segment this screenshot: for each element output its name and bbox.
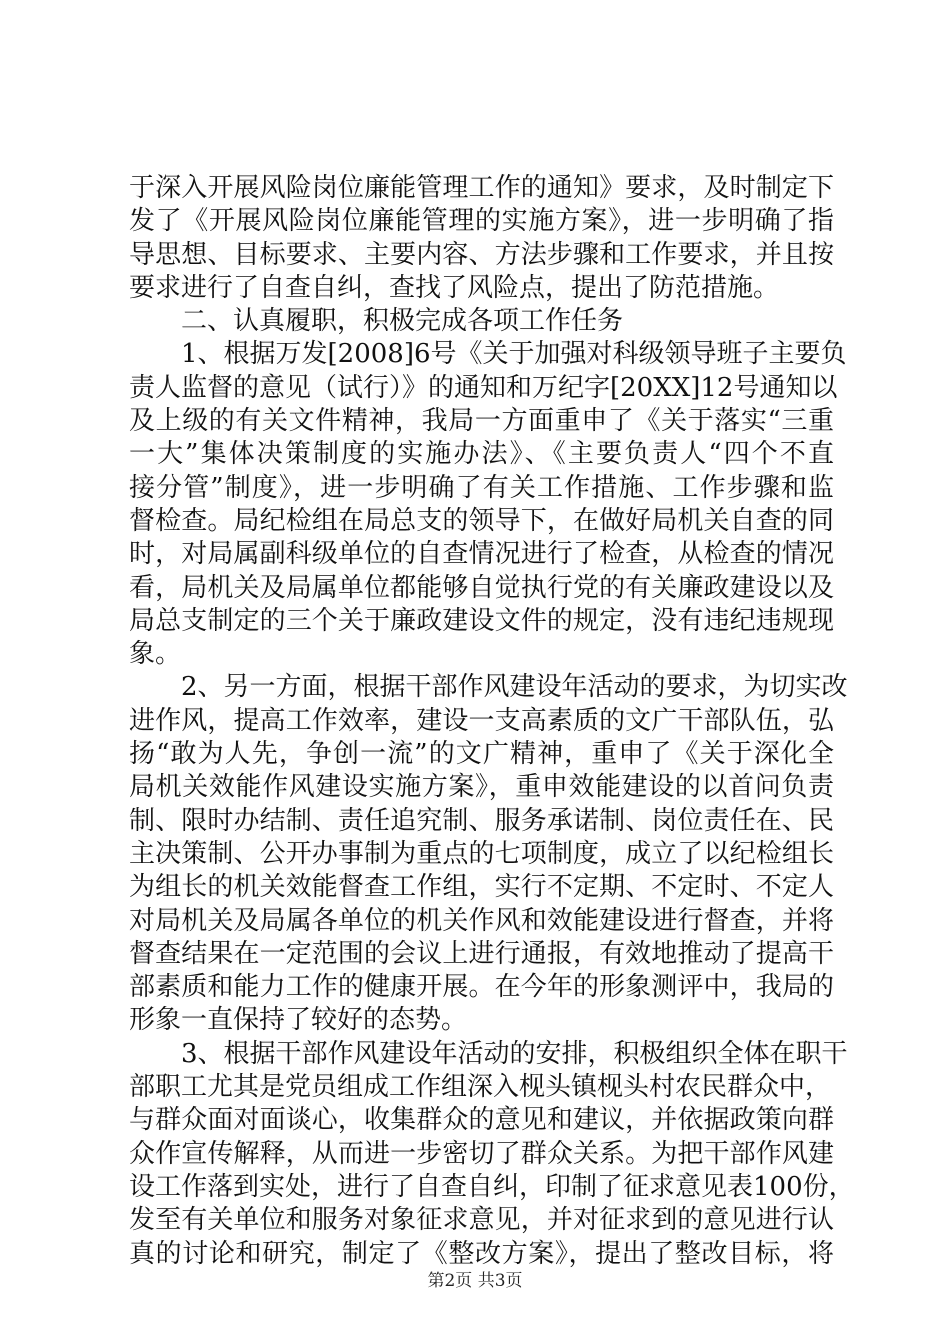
text-line: 众作宣传解释，从而进一步密切了群众关系。为把干部作风建	[129, 1138, 834, 1169]
text-line: 设工作落到实处，进行了自查自纠，印制了征求意见表100份，	[129, 1171, 855, 1202]
text-line: 一大”集体决策制度的实施办法》、《主要负责人“四个不直	[129, 439, 834, 470]
text-line: 制、限时办结制、责任追究制、服务承诺制、岗位责任在、民	[129, 805, 834, 836]
text-line: 督检查。局纪检组在局总支的领导下，在做好局机关自查的同	[129, 505, 834, 536]
text-line: 局总支制定的三个关于廉政建设文件的规定，没有违纪违规现	[129, 605, 834, 636]
page-number-footer: 第2页 共3页	[427, 1271, 523, 1291]
text-line: 形象一直保持了较好的态势。	[129, 1005, 468, 1036]
text-line: 接分管”制度》，进一步明确了有关工作措施、工作步骤和监	[129, 472, 834, 503]
text-line: 导思想、目标要求、主要内容、方法步骤和工作要求，并且按	[129, 239, 834, 270]
text-line: 及上级的有关文件精神，我局一方面重申了《关于落实“三重	[129, 406, 834, 437]
text-line: 象。	[129, 639, 182, 670]
document-body	[129, 172, 855, 1271]
text-line: 看，局机关及局属单位都能够自觉执行党的有关廉政建设以及	[129, 572, 834, 603]
text-line: 部职工尤其是党员组成工作组深入枧头镇枧头村农民群众中，	[129, 1072, 832, 1103]
text-line: 进作风，提高工作效率，建设一支高素质的文广干部队伍，弘	[129, 705, 834, 736]
text-line: 为组长的机关效能督查工作组，实行不定期、不定时、不定人	[129, 872, 834, 903]
text-line: 时，对局属副科级单位的自查情况进行了检查，从检查的情况	[129, 539, 834, 570]
text-line: 责人监督的意见（试行）》的通知和万纪字[20XX]12号通知以	[129, 372, 838, 403]
text-line: 真的讨论和研究，制定了《整改方案》，提出了整改目标，将	[129, 1238, 834, 1269]
text-line: 要求进行了自查自纠，查找了风险点，提出了防范措施。	[129, 272, 780, 303]
text-line: 1、根据万发[2008]6号《关于加强对科级领导班子主要负	[129, 339, 847, 370]
text-line: 于深入开展风险岗位廉能管理工作的通知》要求，及时制定下	[129, 173, 834, 203]
text-line: 3、根据干部作风建设年活动的安排，积极组织全体在职干	[129, 1038, 848, 1069]
section-heading: 二、认真履职，积极完成各项工作任务	[129, 306, 624, 337]
text-line: 扬“敢为人先，争创一流”的文广精神，重申了《关于深化全	[129, 739, 834, 770]
text-line: 督查结果在一定范围的会议上进行通报，有效地推动了提高干	[129, 938, 834, 969]
text-line: 2、另一方面，根据干部作风建设年活动的要求，为切实改	[129, 672, 848, 703]
text-line: 与群众面对面谈心，收集群众的意见和建议，并依据政策向群	[129, 1105, 834, 1136]
text-line: 发了《开展风险岗位廉能管理的实施方案》，进一步明确了指	[129, 206, 834, 237]
text-line: 发至有关单位和服务对象征求意见，并对征求到的意见进行认	[129, 1205, 834, 1236]
text-line: 局机关效能作风建设实施方案》，重申效能建设的以首问负责	[129, 772, 834, 803]
text-line: 对局机关及局属各单位的机关作风和效能建设进行督查，并将	[129, 905, 834, 936]
text-line: 部素质和能力工作的健康开展。在今年的形象测评中，我局的	[129, 972, 834, 1003]
text-line: 主决策制、公开办事制为重点的七项制度，成立了以纪检组长	[129, 838, 834, 869]
